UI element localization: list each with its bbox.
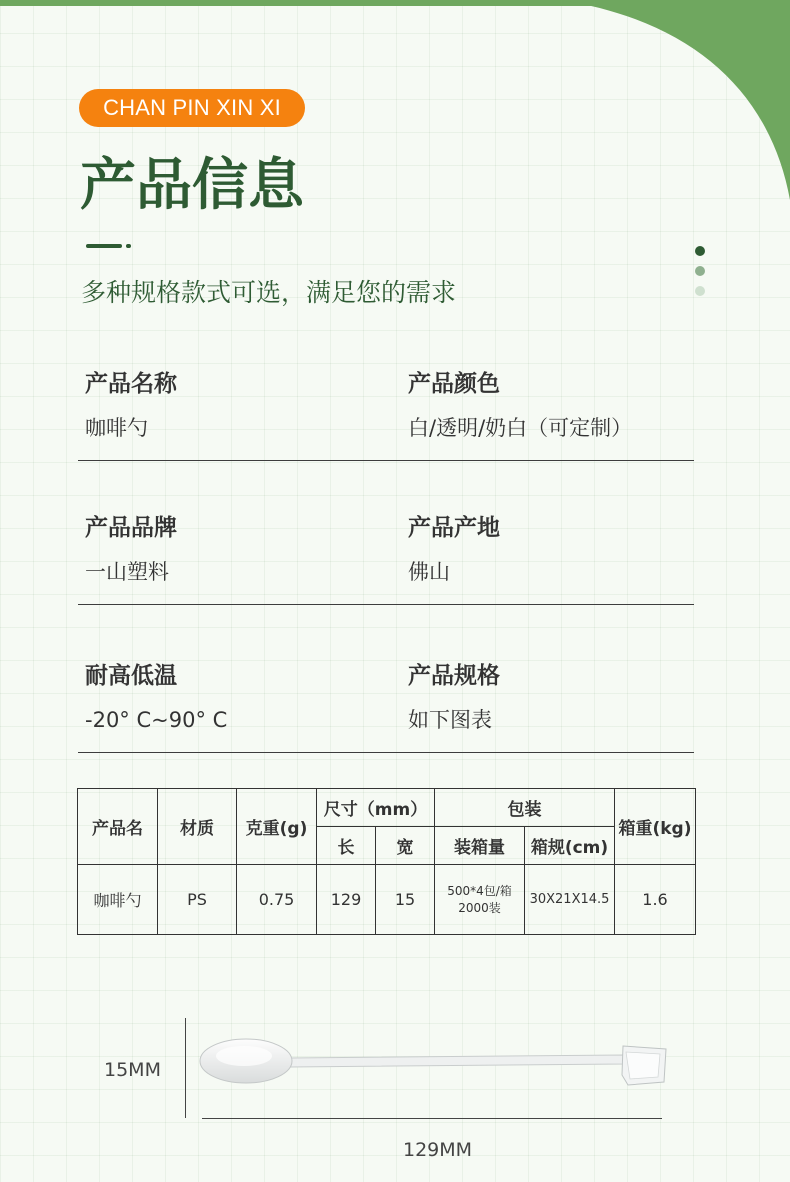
spec-value: 一山塑料 xyxy=(85,560,169,584)
spec-row-1 xyxy=(78,368,694,461)
spec-table xyxy=(77,788,696,935)
td-width: 15 xyxy=(376,865,435,935)
title-underline-dot xyxy=(126,244,131,248)
th-per-box: 装箱量 xyxy=(435,827,525,865)
spec-temperature xyxy=(85,660,227,735)
table-header-row xyxy=(78,789,696,827)
dot-light xyxy=(695,286,705,296)
height-dimension-line xyxy=(185,1018,186,1118)
title-underline xyxy=(86,244,122,248)
per-box-line-1: 500*4包/箱 xyxy=(447,883,512,898)
td-material: PS xyxy=(158,865,237,935)
spec-value: 如下图表 xyxy=(408,708,492,732)
spec-row-2 xyxy=(78,512,694,605)
spec-row-3 xyxy=(78,660,694,753)
spec-label: 产品品牌 xyxy=(85,515,177,541)
dot-mid xyxy=(695,266,705,276)
table-row xyxy=(78,865,696,935)
height-label: 15MM xyxy=(104,1059,161,1081)
spec-label: 产品规格 xyxy=(408,663,500,689)
coffee-spoon-image xyxy=(198,1030,673,1100)
th-name: 产品名 xyxy=(78,789,158,865)
dot-dark xyxy=(695,246,705,256)
td-box-size: 30X21X14.5 xyxy=(525,865,615,935)
td-length: 129 xyxy=(317,865,376,935)
spec-label: 产品颜色 xyxy=(408,371,500,397)
page-subtitle: 多种规格款式可选，满足您的需求 xyxy=(81,278,457,307)
spec-value: -20° C~90° C xyxy=(85,708,228,732)
th-packing: 包装 xyxy=(435,789,615,827)
length-label: 129MM xyxy=(403,1139,473,1161)
spec-product-origin xyxy=(408,512,500,587)
th-size: 尺寸（mm） xyxy=(317,789,435,827)
spec-value: 咖啡勺 xyxy=(85,416,148,440)
spec-label: 产品名称 xyxy=(85,371,177,397)
spec-specification xyxy=(408,660,500,735)
spec-label: 产品产地 xyxy=(408,515,500,541)
length-dimension-line xyxy=(202,1118,662,1119)
th-box-weight: 箱重(kg) xyxy=(615,789,696,865)
spec-product-brand xyxy=(85,512,177,587)
spec-value: 佛山 xyxy=(408,560,450,584)
per-box-line-2: 2000装 xyxy=(458,900,501,915)
th-material: 材质 xyxy=(158,789,237,865)
section-badge: CHAN PIN XIN XI xyxy=(79,89,305,127)
td-weight: 0.75 xyxy=(237,865,317,935)
spec-label: 耐高低温 xyxy=(85,663,177,689)
spec-product-color xyxy=(408,368,632,443)
spec-product-name xyxy=(85,368,177,443)
th-box-size: 箱规(cm) xyxy=(525,827,615,865)
td-name: 咖啡勺 xyxy=(78,865,158,935)
th-width: 宽 xyxy=(376,827,435,865)
th-weight: 克重(g) xyxy=(237,789,317,865)
th-length: 长 xyxy=(317,827,376,865)
spec-value: 白/透明/奶白（可定制） xyxy=(408,416,633,440)
page-title: 产品信息 xyxy=(80,153,304,218)
td-per-box xyxy=(435,865,525,935)
decorative-dots xyxy=(695,246,705,306)
td-box-weight: 1.6 xyxy=(615,865,696,935)
